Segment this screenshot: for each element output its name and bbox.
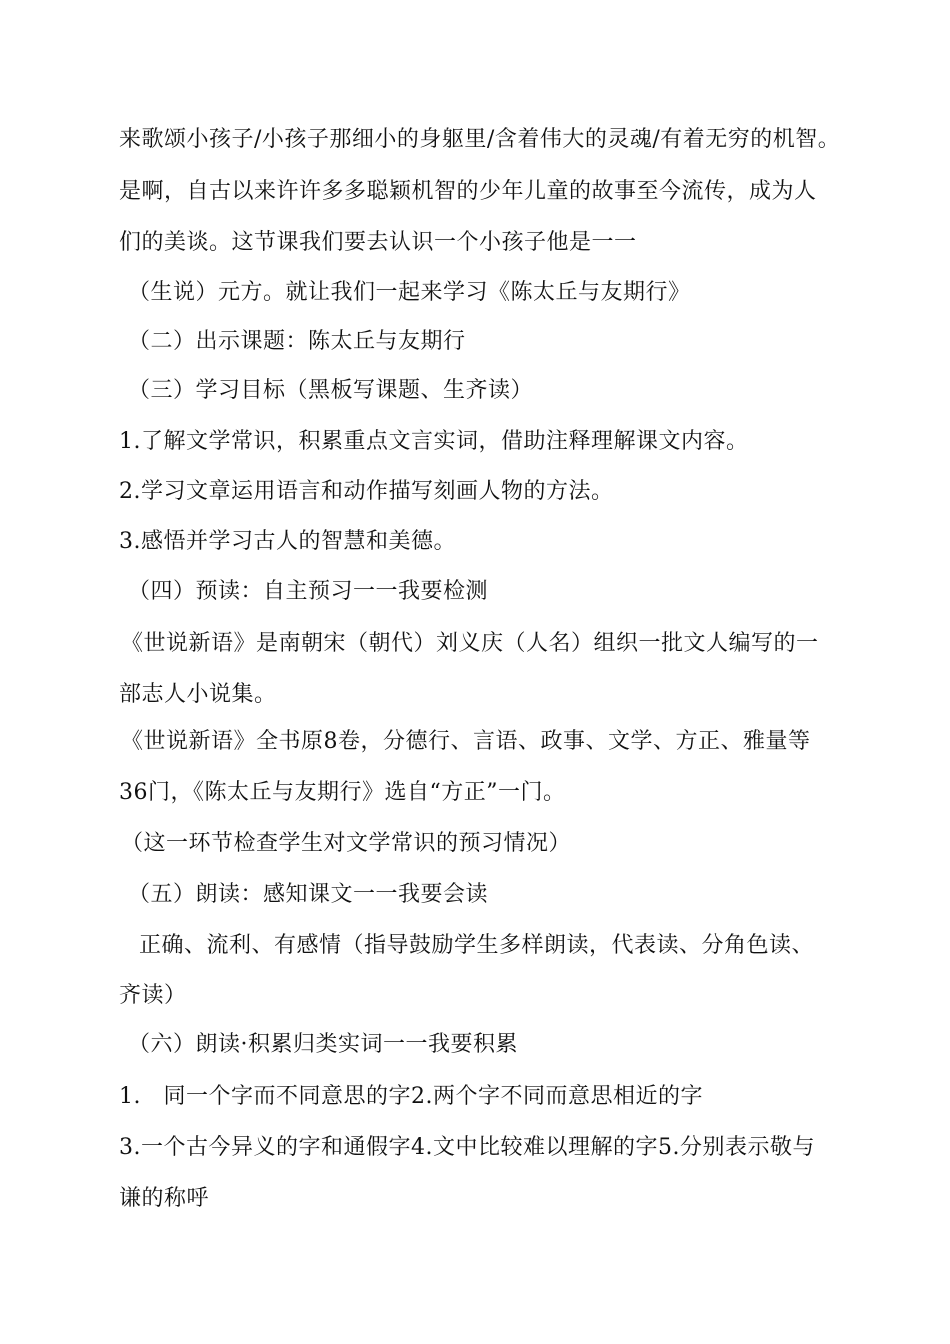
text-line: （这一环节检查学生对文学常识的预习情况） — [121, 831, 572, 856]
section-heading: （六）朗读·积累归类实词一一我要积累 — [128, 1032, 518, 1057]
list-item: 1.了解文学常识，积累重点文言实词，借助注释理解课文内容。 — [119, 429, 749, 454]
text-line: 正确、流利、有感情（指导鼓励学生多样朗读，代表读、分角色读、 — [139, 933, 815, 958]
list-item: 2.学习文章运用语言和动作描写刻画人物的方法。 — [119, 479, 614, 504]
text-line: （生说）元方。就让我们一起来学习《陈太丘与友期行》 — [128, 280, 691, 305]
text-line: 部志人小说集。 — [119, 682, 277, 707]
text-line: 们的美谈。这节课我们要去认识一个小孩子他是一一 — [119, 230, 637, 255]
text-line: 36门，《陈太丘与友期行》选自“方正”一门。 — [119, 780, 566, 805]
section-heading: （三）学习目标（黑板写课题、生齐读） — [128, 378, 534, 403]
text-line: 来歌颂小孩子/小孩子那细小的身躯里/含着伟大的灵魂/有着无穷的机智。 — [119, 127, 841, 152]
list-item: 3.感悟并学习古人的智慧和美德。 — [119, 529, 456, 554]
text-line: 《世说新语》全书原8卷，分德行、言语、政事、文学、方正、雅量等 — [121, 729, 811, 754]
list-item: 3.一个古今异义的字和通假字4.文中比较难以理解的字5.分别表示敬与 — [119, 1135, 815, 1160]
section-heading: （二）出示课题：陈太丘与友期行 — [128, 329, 466, 354]
text-line: 齐读） — [119, 983, 187, 1008]
text-line: 是啊，自古以来许许多多聪颖机智的少年儿童的故事至今流传，成为人 — [119, 179, 817, 204]
text-line: 《世说新语》是南朝宋（朝代）刘义庆（人名）组织一批文人编写的一 — [121, 631, 819, 656]
section-heading: （五）朗读：感知课文一一我要会读 — [128, 882, 489, 907]
section-heading: （四）预读：自主预习一一我要检测 — [128, 579, 489, 604]
text-line: 谦的称呼 — [119, 1186, 210, 1211]
list-item: 1. 同一个字而不同意思的字2.两个字不同而意思相近的字 — [119, 1084, 703, 1109]
